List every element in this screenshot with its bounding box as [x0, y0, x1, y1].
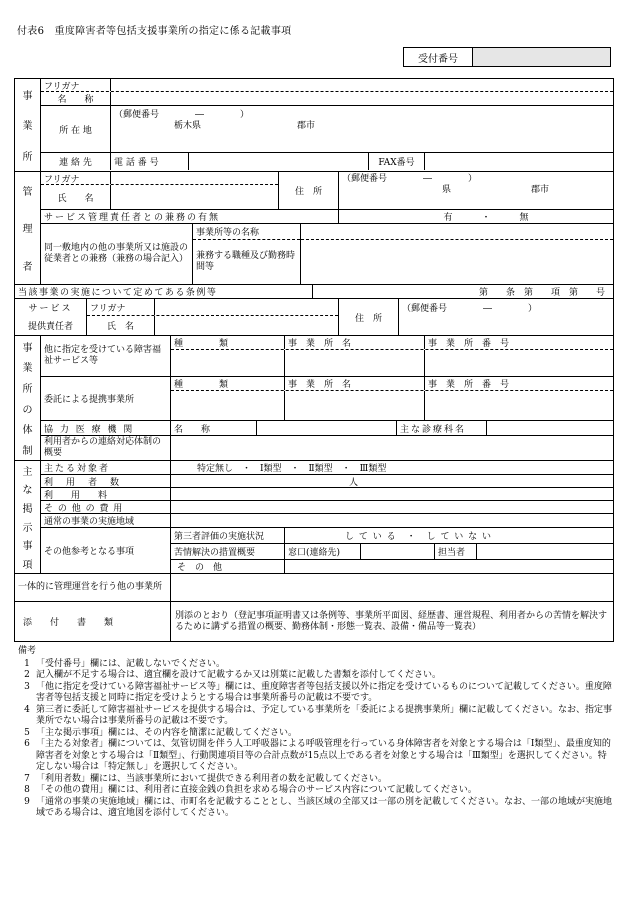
contact-system-field[interactable] [171, 436, 613, 460]
office-structure-section [15, 335, 613, 460]
ordinance-field[interactable]: 第 条 第 項 第 号 [478, 288, 605, 298]
service-area-field[interactable] [171, 514, 613, 527]
note-item: 8 「その他の費用」欄には、利用者に直接金銭の負担を求める場合のサービス内容について記載してください。 [24, 785, 477, 795]
note-item: 6 「主たる対象者」欄については、気管切開を伴う人工呼吸器による呼吸管理を行っている身体障害者を対象とする場合は「Ⅰ類型」、最重度知的障害者を対象とする場合は「Ⅱ類型」、行動関連項目等の合計点数が15点以上である者を対象とする場合は「Ⅲ類型」を選択してください。特定しない場合は「特定無し」を選択してください。 [24, 739, 611, 772]
person-in-charge-field[interactable] [477, 544, 613, 559]
notes-section [18, 646, 614, 820]
attachments-value: 別添のとおり（登記事項証明書又は条例等、事業所平面図、経歴書、運営規程、利用者からの苦情を解決するために講ずる措置の概要、勤務体制・形態一覧表、設備・備品等一覧表） [175, 610, 608, 632]
service-manager-name-field[interactable] [155, 316, 338, 335]
office-pref: 栃木県 [174, 121, 202, 131]
other-service-col-office: 事 業 所 名 [285, 336, 425, 349]
service-manager-furigana-field[interactable] [155, 299, 338, 315]
target-label: 主たる対象者 [41, 461, 171, 474]
manager-concurrent-choice[interactable]: 有 ・ 無 [339, 210, 613, 223]
office-city: 郡市 [297, 121, 316, 131]
manager-address-label: 住 所 [279, 172, 339, 209]
manager-other-office-label: 事業所等の名称 [193, 224, 300, 240]
office-fax-label: FAX番号 [369, 153, 425, 170]
partner-office-label: 委託による提携事業所 [41, 377, 171, 420]
manager-other-office-field[interactable] [301, 224, 613, 240]
form-title: 付表6 重度障害者等包括支援事業所の指定に係る記載事項 [17, 26, 292, 37]
office-tel-field[interactable] [189, 153, 369, 170]
note-item: 2 記入欄が不足する場合は、適宜欄を設けて記載するか又は別葉に記載した書類を添付してください。 [24, 670, 442, 680]
manager-other-job-field[interactable] [301, 240, 613, 284]
main-department-field[interactable] [487, 421, 613, 435]
other-service-office-field[interactable] [285, 350, 425, 376]
manager-name-field[interactable] [111, 185, 278, 209]
manager-city: 郡市 [531, 185, 550, 195]
manager-name-label: 氏 名 [41, 185, 111, 209]
note-item: 5 「主な掲示事項」欄には、その内容を簡潔に記載してください。 [24, 727, 298, 738]
main-department-label: 主な診療科名 [397, 421, 487, 435]
manager-other-work-label: 同一敷地内の他の事業所又は施設の従業者との兼務（兼務の場合記入） [41, 224, 193, 284]
office-contact-label: 連 絡 先 [41, 153, 111, 170]
service-manager-section [15, 298, 613, 335]
office-section [15, 79, 613, 171]
reference-other-field[interactable] [285, 560, 613, 573]
ordinance-label: 当該事業の実施について定めてある条例等 [15, 285, 313, 298]
service-manager-label-2: 提供責任者 [27, 321, 73, 332]
service-manager-postal: （郵便番号 ― ） [402, 304, 538, 314]
note-item: 3 「他に指定を受けている障害福祉サービス等」欄には、重度障害者等包括支援以外に指定を受けているものについて記載してください。重度障害者等包括支援と同時に指定を受けようとする場合は事業所番号の記載は不要です。 [24, 681, 612, 703]
other-cost-field[interactable] [171, 501, 613, 513]
receipt-number-label: 受付番号 [404, 48, 473, 66]
main-items-side-label: 主 な 掲 示 事 項 [15, 461, 41, 573]
office-name-field[interactable] [111, 92, 613, 105]
concurrent-no[interactable]: 無 [519, 213, 529, 223]
note-item: 4 第三者に委託して障害福祉サービスを提供する場合は、予定している事業所を「委託による提携事業所」欄に記載してください。なお、指定事業所でない場合は事業所番号の記載は不要です。 [24, 704, 613, 726]
manager-pref: 県 [442, 185, 452, 195]
fee-label: 利 用 料 [41, 488, 171, 500]
manager-furigana-label: フリガナ [41, 172, 111, 184]
attachments-label: 添 付 書 類 [15, 602, 171, 641]
manager-postal: （郵便番号 ― ） [342, 174, 478, 184]
reference-label: その他参考となる事項 [41, 528, 171, 573]
cooperating-hospital-label: 協 力 医 療 機 関 [41, 421, 171, 435]
application-form-table [14, 78, 614, 642]
manager-section [15, 171, 613, 284]
complaint-window-label: 窓口(連絡先) [285, 544, 361, 559]
hospital-name-field[interactable] [257, 421, 397, 435]
partner-office-field[interactable] [285, 391, 425, 420]
service-manager-name-label: 氏 名 [87, 316, 155, 335]
partner-kind-field[interactable] [171, 391, 285, 420]
partner-col-kind: 種 類 [171, 377, 285, 390]
note-item: 1 「受付番号」欄には、記載しないでください。 [24, 658, 226, 669]
users-count-label: 利 用 者 数 [41, 475, 171, 487]
manager-side-label: 管 理 者 [15, 172, 41, 284]
office-name-label: 名 称 [41, 92, 111, 105]
third-party-eval-label: 第三者評価の実施状況 [171, 528, 285, 543]
person-in-charge-label: 担当者 [435, 544, 477, 559]
note-item: 9 「通常の事業の実施地域」欄には、市町名を記載することとし、当該区域の全部又は一部の別を記載してください。なお、一部の地域が実施地域である場合は、適宜地図を添付してください。 [24, 796, 613, 818]
office-postal: （郵便番号 ― ） [114, 110, 250, 120]
contact-system-label: 利用者からの連絡対応体制の概要 [41, 436, 171, 460]
office-tel-label: 電 話 番 号 [111, 153, 189, 170]
complaint-label: 苦情解決の措置概要 [171, 544, 285, 559]
fee-field[interactable] [171, 488, 613, 500]
partner-col-number: 事 業 所 番 号 [428, 380, 510, 390]
office-furigana-field[interactable] [111, 79, 613, 91]
manager-furigana-field[interactable] [111, 172, 278, 184]
manager-other-job-label: 兼務する職種及び勤務時間等 [196, 251, 296, 272]
other-service-col-number: 事 業 所 番 号 [428, 339, 510, 349]
complaint-window-field[interactable] [361, 544, 435, 559]
manager-address-field[interactable] [339, 172, 613, 209]
other-service-label: 他に指定を受けている障害福祉サービス等 [41, 336, 171, 376]
service-manager-address-field[interactable] [399, 299, 613, 335]
partner-number-field[interactable] [425, 391, 613, 420]
notes-heading: 備考 [18, 646, 37, 656]
other-cost-label: そ の 他 の 費 用 [41, 501, 171, 513]
structure-side-label: 事 業 所 の 体 制 [15, 336, 41, 460]
partner-col-office: 事 業 所 名 [285, 377, 425, 390]
users-count-unit: 人 [349, 477, 359, 487]
integrated-office-field[interactable] [171, 574, 613, 601]
service-area-label: 通常の事業の実施地域 [41, 514, 171, 527]
receipt-number-field[interactable] [473, 48, 610, 66]
other-service-col-kind: 種 類 [171, 336, 285, 349]
hospital-name-label: 名 称 [171, 421, 257, 435]
other-service-number-field[interactable] [425, 350, 613, 376]
office-fax-field[interactable] [425, 153, 613, 170]
office-address-field[interactable] [111, 106, 613, 152]
manager-concurrent-label: サービス管理責任者との兼務の有無 [41, 210, 339, 223]
target-choice[interactable]: 特定無し ・ Ⅰ類型 ・ Ⅱ類型 ・ Ⅲ類型 [197, 464, 387, 474]
users-count-field[interactable] [171, 475, 613, 487]
other-service-kind-field[interactable] [171, 350, 285, 376]
service-manager-furigana-label: フリガナ [87, 299, 155, 315]
office-side-label: 事 業 所 [15, 79, 41, 171]
office-furigana-label: フリガナ [41, 79, 111, 91]
office-address-label: 所 在 地 [41, 106, 111, 152]
third-party-eval-choice[interactable]: し て い る ・ し て い な い [345, 532, 493, 542]
reference-other-label: そ の 他 [171, 560, 285, 573]
integrated-office-label: 一体的に管理運営を行う他の事業所 [15, 574, 171, 601]
note-item: 7 「利用者数」欄には、当該事業所において提供できる利用者の数を記載してください。 [24, 773, 388, 784]
service-manager-address-label: 住 所 [339, 299, 399, 335]
service-manager-label-1: サービス [28, 303, 73, 314]
receipt-number-box [403, 47, 611, 67]
main-items-section [15, 460, 613, 573]
concurrent-yes[interactable]: 有 [443, 213, 453, 223]
